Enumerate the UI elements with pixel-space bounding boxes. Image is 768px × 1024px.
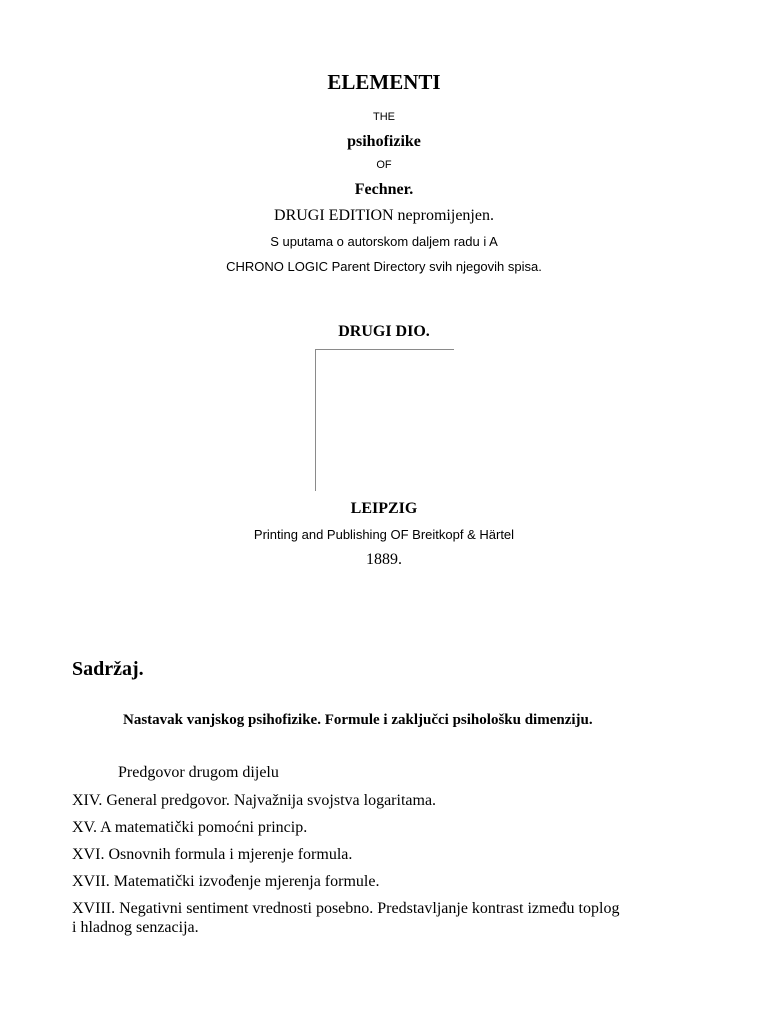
toc-preface: Predgovor drugom dijelu xyxy=(118,764,279,781)
contents-heading: Sadržaj. xyxy=(72,658,144,680)
toc-item: XV. A matematički pomoćni princip. xyxy=(72,819,308,836)
publisher-line: Printing and Publishing OF Breitkopf & Härtel xyxy=(253,527,515,542)
divider-horizontal xyxy=(315,349,454,350)
note-line-1: S uputama o autorskom daljem radu i A xyxy=(270,234,498,249)
subject-line: psihofizike xyxy=(347,133,421,150)
note-line-2: CHRONO LOGIC Parent Directory svih njegovih spisa. xyxy=(226,259,542,274)
book-title: ELEMENTI xyxy=(327,70,441,94)
city-line: LEIPZIG xyxy=(350,500,418,517)
of-label: OF xyxy=(376,159,392,171)
edition-line: DRUGI EDITION nepromijenjen. xyxy=(274,207,494,224)
the-label: THE xyxy=(373,111,395,123)
contents-section-title: Nastavak vanjskog psihofizike. Formule i zaključci psihološku dimenziju. xyxy=(123,712,593,728)
year-line: 1889. xyxy=(366,551,402,568)
part-heading: DRUGI DIO. xyxy=(338,323,430,340)
divider-vertical xyxy=(315,349,316,491)
toc-item: XVIII. Negativni sentiment vrednosti posebno. Predstavljanje kontrast između toplog xyxy=(72,900,620,917)
toc-item: i hladnog senzacija. xyxy=(72,919,199,936)
toc-item: XVII. Matematički izvođenje mjerenja formule. xyxy=(72,873,380,890)
author-line: Fechner. xyxy=(354,181,414,198)
toc-item: XIV. General predgovor. Najvažnija svojstva logaritama. xyxy=(72,792,437,809)
toc-item: XVI. Osnovnih formula i mjerenje formula. xyxy=(72,846,353,863)
